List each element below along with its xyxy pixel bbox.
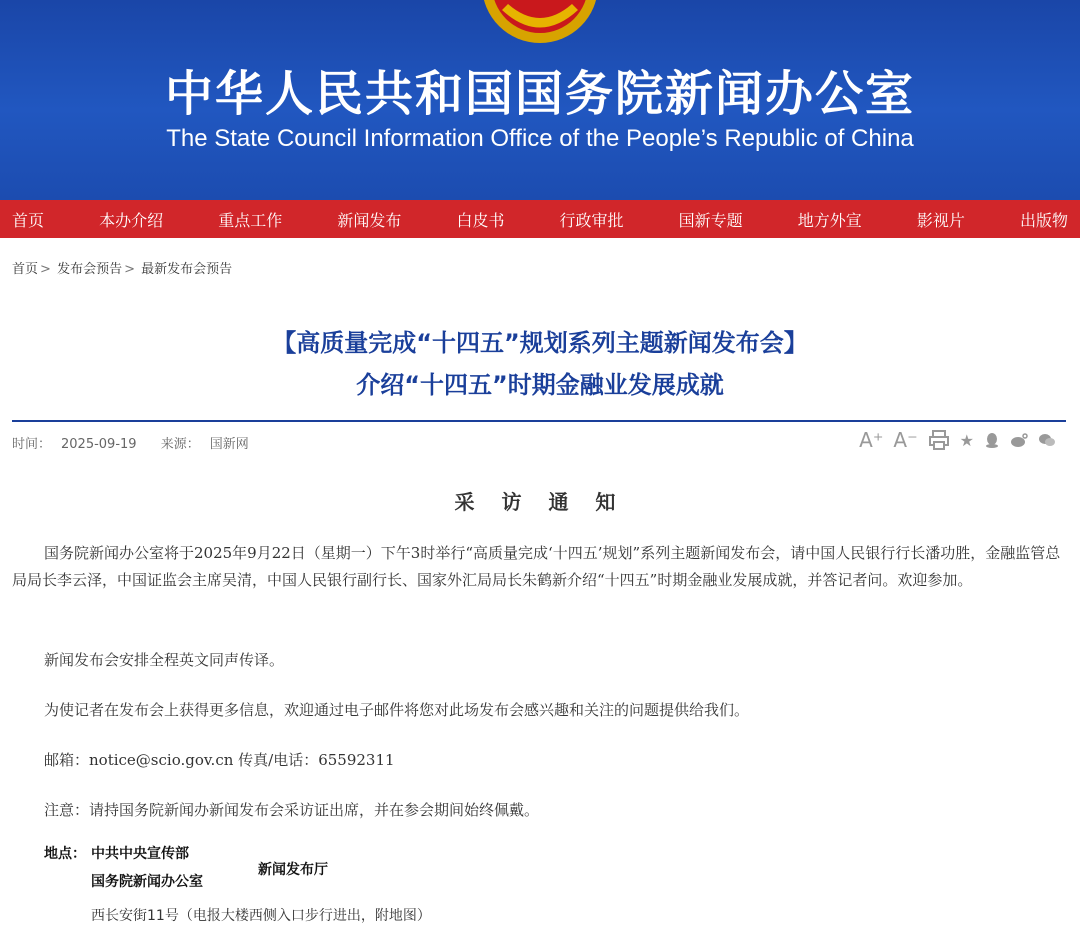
breadcrumb-separator: > [124,262,135,277]
site-title-cn: 中华人民共和国国务院新闻办公室 [164,66,915,122]
nav-local-publicity[interactable]: 地方外宣 [797,210,862,230]
nav-press-release[interactable]: 新闻发布 [337,210,402,230]
main-nav [0,200,1080,238]
location-org1: 中共中央宣传部 [91,846,189,862]
notice-heading: 采 访 通 知 [454,490,626,514]
article-body [12,540,1062,594]
nav-about[interactable]: 本办介绍 [99,210,164,230]
time-label: 时间： 2025-09-19 [12,437,137,452]
nav-white-papers[interactable]: 白皮书 [456,210,505,230]
breadcrumb [12,258,232,277]
nav-topics[interactable]: 国新专题 [678,210,743,230]
site-title-en: The State Council Information Office of the People’s Republic of China [166,125,914,152]
article-tools [859,428,1056,452]
article-meta [12,433,269,452]
paragraph-questions: 为使记者在发布会上获得更多信息，欢迎通过电子邮件将您对此场发布会感兴趣和关注的问题提供给我们。 [44,701,750,719]
site-banner [0,0,1080,200]
breadcrumb-latest[interactable]: 最新发布会预告 [141,262,233,277]
paragraph-announcement: 国务院新闻办公室将于2025年9月22日（星期一）下午3时举行“高质量完成‘十四五’规划”系列主题新闻发布会，请中国人民银行行长潘功胜，金融监管总局局长李云泽，中国证监会主席吴清，中国人民银行副行长、国家外汇局局长朱鹤新介绍“十四五”时期金融业发展成就，并答记者问。欢迎参加。 [12,544,1061,589]
location-org2: 国务院新闻办公室 [91,874,203,890]
title-divider [12,420,1066,422]
source-label: 来源： 国新网 [160,437,249,452]
location-label: 地点： [44,846,86,862]
font-larger-icon[interactable]: A⁺ [859,428,884,452]
national-emblem-icon [480,0,600,45]
breadcrumb-press-preview[interactable]: 发布会预告 [57,262,123,277]
nav-publications[interactable]: 出版物 [1019,210,1068,230]
nav-home[interactable]: 首页 [12,210,45,230]
paragraph-contact: 邮箱：notice@scio.gov.cn 传真/电话：65592311 [44,751,395,769]
breadcrumb-home[interactable]: 首页 [12,262,39,277]
nav-films[interactable]: 影视片 [916,210,965,230]
location-hall: 新闻发布厅 [258,862,328,878]
location-address: 西长安街11号（电报大楼西侧入口步行进出，附地图） [91,908,431,924]
article-title-line2: 介绍“十四五”时期金融业发展成就 [356,371,724,399]
print-icon[interactable] [928,429,950,451]
font-smaller-icon[interactable]: A⁻ [893,428,918,452]
share-wechat-icon[interactable] [1038,432,1056,448]
share-weibo-icon[interactable] [1010,432,1028,448]
share-qq-icon[interactable] [984,432,1000,448]
breadcrumb-separator: > [40,262,51,277]
paragraph-interpretation: 新闻发布会安排全程英文同声传译。 [44,651,285,669]
nav-admin-approval[interactable]: 行政审批 [559,210,624,230]
article-title [0,322,1080,406]
article-title-line1: 【高质量完成“十四五”规划系列主题新闻发布会】 [272,329,808,357]
favorite-icon[interactable]: ★ [959,430,974,450]
nav-key-work[interactable]: 重点工作 [218,210,283,230]
paragraph-attention: 注意：请持国务院新闻办新闻发布会采访证出席，并在参会期间始终佩戴。 [44,801,540,819]
